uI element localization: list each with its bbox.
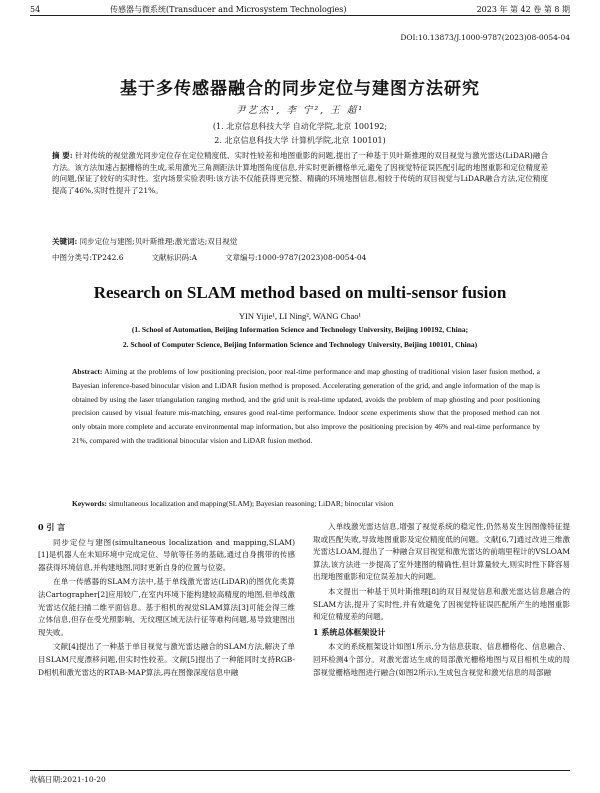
- chinese-keywords-label: 关键词:: [52, 237, 78, 246]
- english-keywords-label: Keywords:: [72, 499, 107, 508]
- english-title: Research on SLAM method based on multi-sensor fusion: [93, 283, 507, 302]
- paragraph: 文献[4]提出了一种基于单目视觉与激光雷达融合的SLAM方法,解决了单目SLAM尺度漂移问题,但实时性较差。文献[5]提出了一种能同时支持RGB-D相机和激光雷达的RTAB-MAP算法,再在图像深度信息中融: [38, 642, 295, 677]
- article-number: 文章编号:1000-9787(2023)08-0054-04: [225, 253, 367, 262]
- section-1-heading: 1 系统总体框架设计: [313, 626, 386, 637]
- classification-info: [52, 252, 548, 263]
- english-keywords-text: simultaneous localization and mapping(SLAM); Bayesian reasoning; LiDAR; binocular vision: [108, 499, 394, 508]
- chinese-affiliation-1: (1. 北京信息科技大学 自动化学院,北京 100192;: [212, 122, 388, 131]
- body-column-left: [38, 521, 295, 681]
- received-date: 收稿日期:2021-10-20: [30, 770, 570, 785]
- clc-number: 中图分类号:TP242.6: [52, 253, 124, 262]
- document-code: 文献标识码:A: [151, 253, 197, 262]
- doi[interactable]: DOI:10.13873/J.1000-9787(2023)08-0054-04: [400, 33, 570, 42]
- section-0-heading: 0 引 言: [38, 522, 66, 532]
- paragraph: 同步定位与建图(simultaneous localization and mapping,SLAM)[1]是机器人在未知环境中完成定位、导航等任务的基础,通过自身携带的传感器获得环境信息,并构建地图,同时更新自身的位置与位姿。: [38, 537, 295, 572]
- chinese-abstract-text: 针对传统的视觉激光同步定位存在定位精度低、实时性较差和地图重影的问题,提出了一种基于贝叶斯推理的双目视觉与激光雷达(LiDAR)融合方法。该方法加速占据栅格的生成,采用激光三角测距法计算地图角度信息,并实时更新栅格单元,避免了因视觉特征误匹配引起的地图重影和定位精度差的问题,保证了较好的实时性。室内场景实验表明:该方法不仅能获得更完整、精确的环境地图信息,相较于传统的双目视觉与LiDAR融合方法,定位精度提高了46%,实时性提升了21%。: [52, 151, 548, 195]
- chinese-authors: 尹艺杰¹, 李 宁², 王 超¹: [235, 105, 365, 116]
- chinese-abstract-label: 摘 要:: [52, 151, 73, 160]
- paragraph: 入单线激光雷达信息,增强了视觉系统的稳定性,仍然易发生因图像特征提取或匹配失败,导致地图重影及定位精度低的问题。文献[6,7]通过改进三维激光雷达LOAM,提出了一种融合双目视觉和激光雷达的前端里程计的VSLOAM算法,该方法进一步提高了室外建图的精确性,但计算量较大,则实时性下降容易出现地图重影和定位误差加大的问题。: [313, 522, 570, 582]
- paragraph: 在单一传感器的SLAM方法中,基于单线激光雷达(LiDAR)的图优化类算法Cartographer[2]应用较广,在室内环境下能构建较高精度的地图,但单线激光雷达仅能扫描二维平面信息。基于相机的视觉SLAM算法[3]可能会得三维立体信息,但存在受光照影响、无纹理区域无法行征等难构问题,易导致建图出现失败。: [38, 577, 295, 637]
- english-keywords: [72, 499, 540, 508]
- issue-info: 2023 年 第 42 卷 第 8 期: [476, 4, 570, 14]
- paragraph: 本文提出一种基于贝叶斯推理[8]的双目视觉信息和激光雷达信息融合的SLAM方法,提升了实时性,并有效避免了因视觉特征误匹配所产生的地图重影和定位精度差的问题。: [313, 586, 570, 622]
- running-header: [30, 3, 570, 16]
- english-abstract-text: Aiming at the problems of low positioning precision, poor real-time performance and map ghosting of traditional vision laser fusion method, a Bayesian inference-based binocular vision and LiDAR fusion method is proposed. Accelerating generation of the grid, and angle information of the map is obtained by using the laser triangulation ranging method, and the grid unit is real-time updated, avoids the problem of map ghosting and poor positioning precision caused by visual feature mis-matching, ensures good real-time performance. Indoor scene experiments show that the proposed method can not only obtain more complete and accurate environmental map information, but also improve the positioning precision by 46% and real-time performance by 21%, compared with the traditional binocular vision and LiDAR fusion method.: [72, 367, 540, 445]
- chinese-keywords-text: 同步定位与建图;贝叶斯推理;激光雷达;双目视觉: [79, 237, 238, 246]
- chinese-affiliation-2: 2. 北京信息科技大学 计算机学院,北京 100101): [214, 136, 386, 145]
- chinese-keywords: [52, 236, 548, 247]
- chinese-abstract: [52, 150, 548, 196]
- english-abstract: [72, 365, 540, 448]
- english-authors: YIN Yijie¹, LI Ning², WANG Chao¹: [238, 311, 362, 321]
- english-abstract-label: Abstract:: [72, 367, 103, 376]
- body-column-right: [313, 521, 570, 681]
- journal-name: 传感器与微系统(Transducer and Microsystem Technologies): [110, 4, 347, 14]
- english-affiliation-1: (1. School of Automation, Beijing Information Science and Technology University, Beijing 100192, China;: [131, 325, 469, 334]
- page-number: 54: [30, 4, 41, 14]
- english-affiliation-2: 2. School of Computer Science, Beijing Information Science and Technology University, Beijing 100101, China): [122, 340, 478, 349]
- paragraph: 本文的系统框架设计如图1所示,分为信息获取、信息栅格化、信息融合、回环检测4个部分。对激光雷达生成的局部激光栅格地图与双目相机生成的局部视觉栅格地图进行融合(如图2所示),生成包含视觉和激光信息的局部融: [313, 642, 570, 677]
- chinese-title: 基于多传感器融合的同步定位与建图方法研究: [120, 79, 480, 99]
